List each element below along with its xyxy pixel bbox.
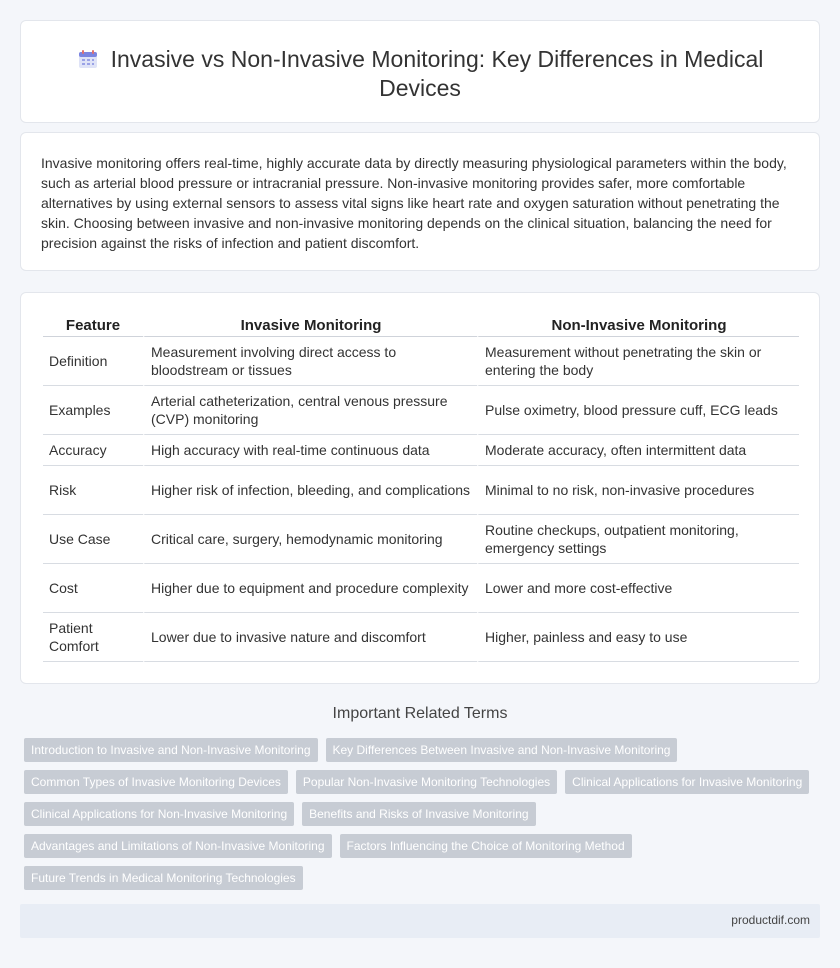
related-term-link[interactable]: Clinical Applications for Invasive Monitoring xyxy=(565,770,809,794)
tag-row xyxy=(24,866,824,890)
cell-invasive: Higher due to equipment and procedure complexity xyxy=(143,564,477,613)
table-row xyxy=(43,466,799,515)
header-non-invasive: Non-Invasive Monitoring xyxy=(477,311,799,337)
cell-non-invasive: Routine checkups, outpatient monitoring, emergency settings xyxy=(477,515,799,564)
table-row xyxy=(43,337,799,386)
title-card xyxy=(20,20,820,123)
footer-site-link[interactable]: productdif.com xyxy=(731,913,810,927)
cell-non-invasive: Higher, painless and easy to use xyxy=(477,613,799,662)
related-term-link[interactable]: Popular Non-Invasive Monitoring Technologies xyxy=(296,770,557,794)
cell-feature: Use Case xyxy=(43,515,143,564)
cell-feature: Accuracy xyxy=(43,435,143,466)
cell-non-invasive: Moderate accuracy, often intermittent data xyxy=(477,435,799,466)
tag-row xyxy=(24,834,824,858)
related-term-link[interactable]: Clinical Applications for Non-Invasive Monitoring xyxy=(24,802,294,826)
table-row xyxy=(43,386,799,435)
table-row xyxy=(43,564,799,613)
related-term-link[interactable]: Future Trends in Medical Monitoring Technologies xyxy=(24,866,303,890)
cell-invasive: Measurement involving direct access to bloodstream or tissues xyxy=(143,337,477,386)
cell-feature: Risk xyxy=(43,466,143,515)
related-terms-list xyxy=(24,738,824,898)
cell-non-invasive: Minimal to no risk, non-invasive procedures xyxy=(477,466,799,515)
related-term-link[interactable]: Common Types of Invasive Monitoring Devices xyxy=(24,770,288,794)
table-row xyxy=(43,613,799,662)
cell-feature: Definition xyxy=(43,337,143,386)
page-title xyxy=(21,45,819,103)
page-title-text: Invasive vs Non-Invasive Monitoring: Key Differences in Medical Devices xyxy=(110,46,764,101)
related-term-link[interactable]: Introduction to Invasive and Non-Invasive Monitoring xyxy=(24,738,318,762)
intro-paragraph: Invasive monitoring offers real-time, highly accurate data by directly measuring physiological parameters within the body, such as arterial blood pressure or intracranial pressure. Non-invasive monitoring provides safer, more comfortable alternatives by using external sensors to assess vital signs like heart rate and oxygen saturation without penetrating the skin. Choosing between invasive and non-invasive monitoring depends on the clinical situation, balancing the need for precision against the risks of infection and patient discomfort. xyxy=(41,155,787,251)
related-terms-heading: Important Related Terms xyxy=(332,705,508,722)
header-feature: Feature xyxy=(43,311,143,337)
tag-row xyxy=(24,738,824,762)
table-row xyxy=(43,515,799,564)
table-header-row xyxy=(43,311,799,337)
cell-non-invasive: Lower and more cost-effective xyxy=(477,564,799,613)
related-term-link[interactable]: Benefits and Risks of Invasive Monitoring xyxy=(302,802,535,826)
tag-row xyxy=(24,802,824,826)
table-row xyxy=(43,435,799,466)
footer xyxy=(20,904,820,938)
tag-row xyxy=(24,770,824,794)
comparison-table xyxy=(43,311,799,662)
cell-non-invasive: Pulse oximetry, blood pressure cuff, ECG leads xyxy=(477,386,799,435)
cell-non-invasive: Measurement without penetrating the skin or entering the body xyxy=(477,337,799,386)
cell-feature: Examples xyxy=(43,386,143,435)
header-invasive: Invasive Monitoring xyxy=(143,311,477,337)
related-term-link[interactable]: Factors Influencing the Choice of Monitoring Method xyxy=(340,834,632,858)
cell-feature: Patient Comfort xyxy=(43,613,143,662)
cell-invasive: Lower due to invasive nature and discomfort xyxy=(143,613,477,662)
related-term-link[interactable]: Key Differences Between Invasive and Non-Invasive Monitoring xyxy=(326,738,678,762)
cell-invasive: Arterial catheterization, central venous pressure (CVP) monitoring xyxy=(143,386,477,435)
comparison-card xyxy=(20,292,820,684)
intro-card xyxy=(20,132,820,271)
related-term-link[interactable]: Advantages and Limitations of Non-Invasive Monitoring xyxy=(24,834,332,858)
calendar-icon xyxy=(77,48,99,70)
cell-invasive: Higher risk of infection, bleeding, and complications xyxy=(143,466,477,515)
cell-invasive: High accuracy with real-time continuous data xyxy=(143,435,477,466)
cell-invasive: Critical care, surgery, hemodynamic monitoring xyxy=(143,515,477,564)
cell-feature: Cost xyxy=(43,564,143,613)
